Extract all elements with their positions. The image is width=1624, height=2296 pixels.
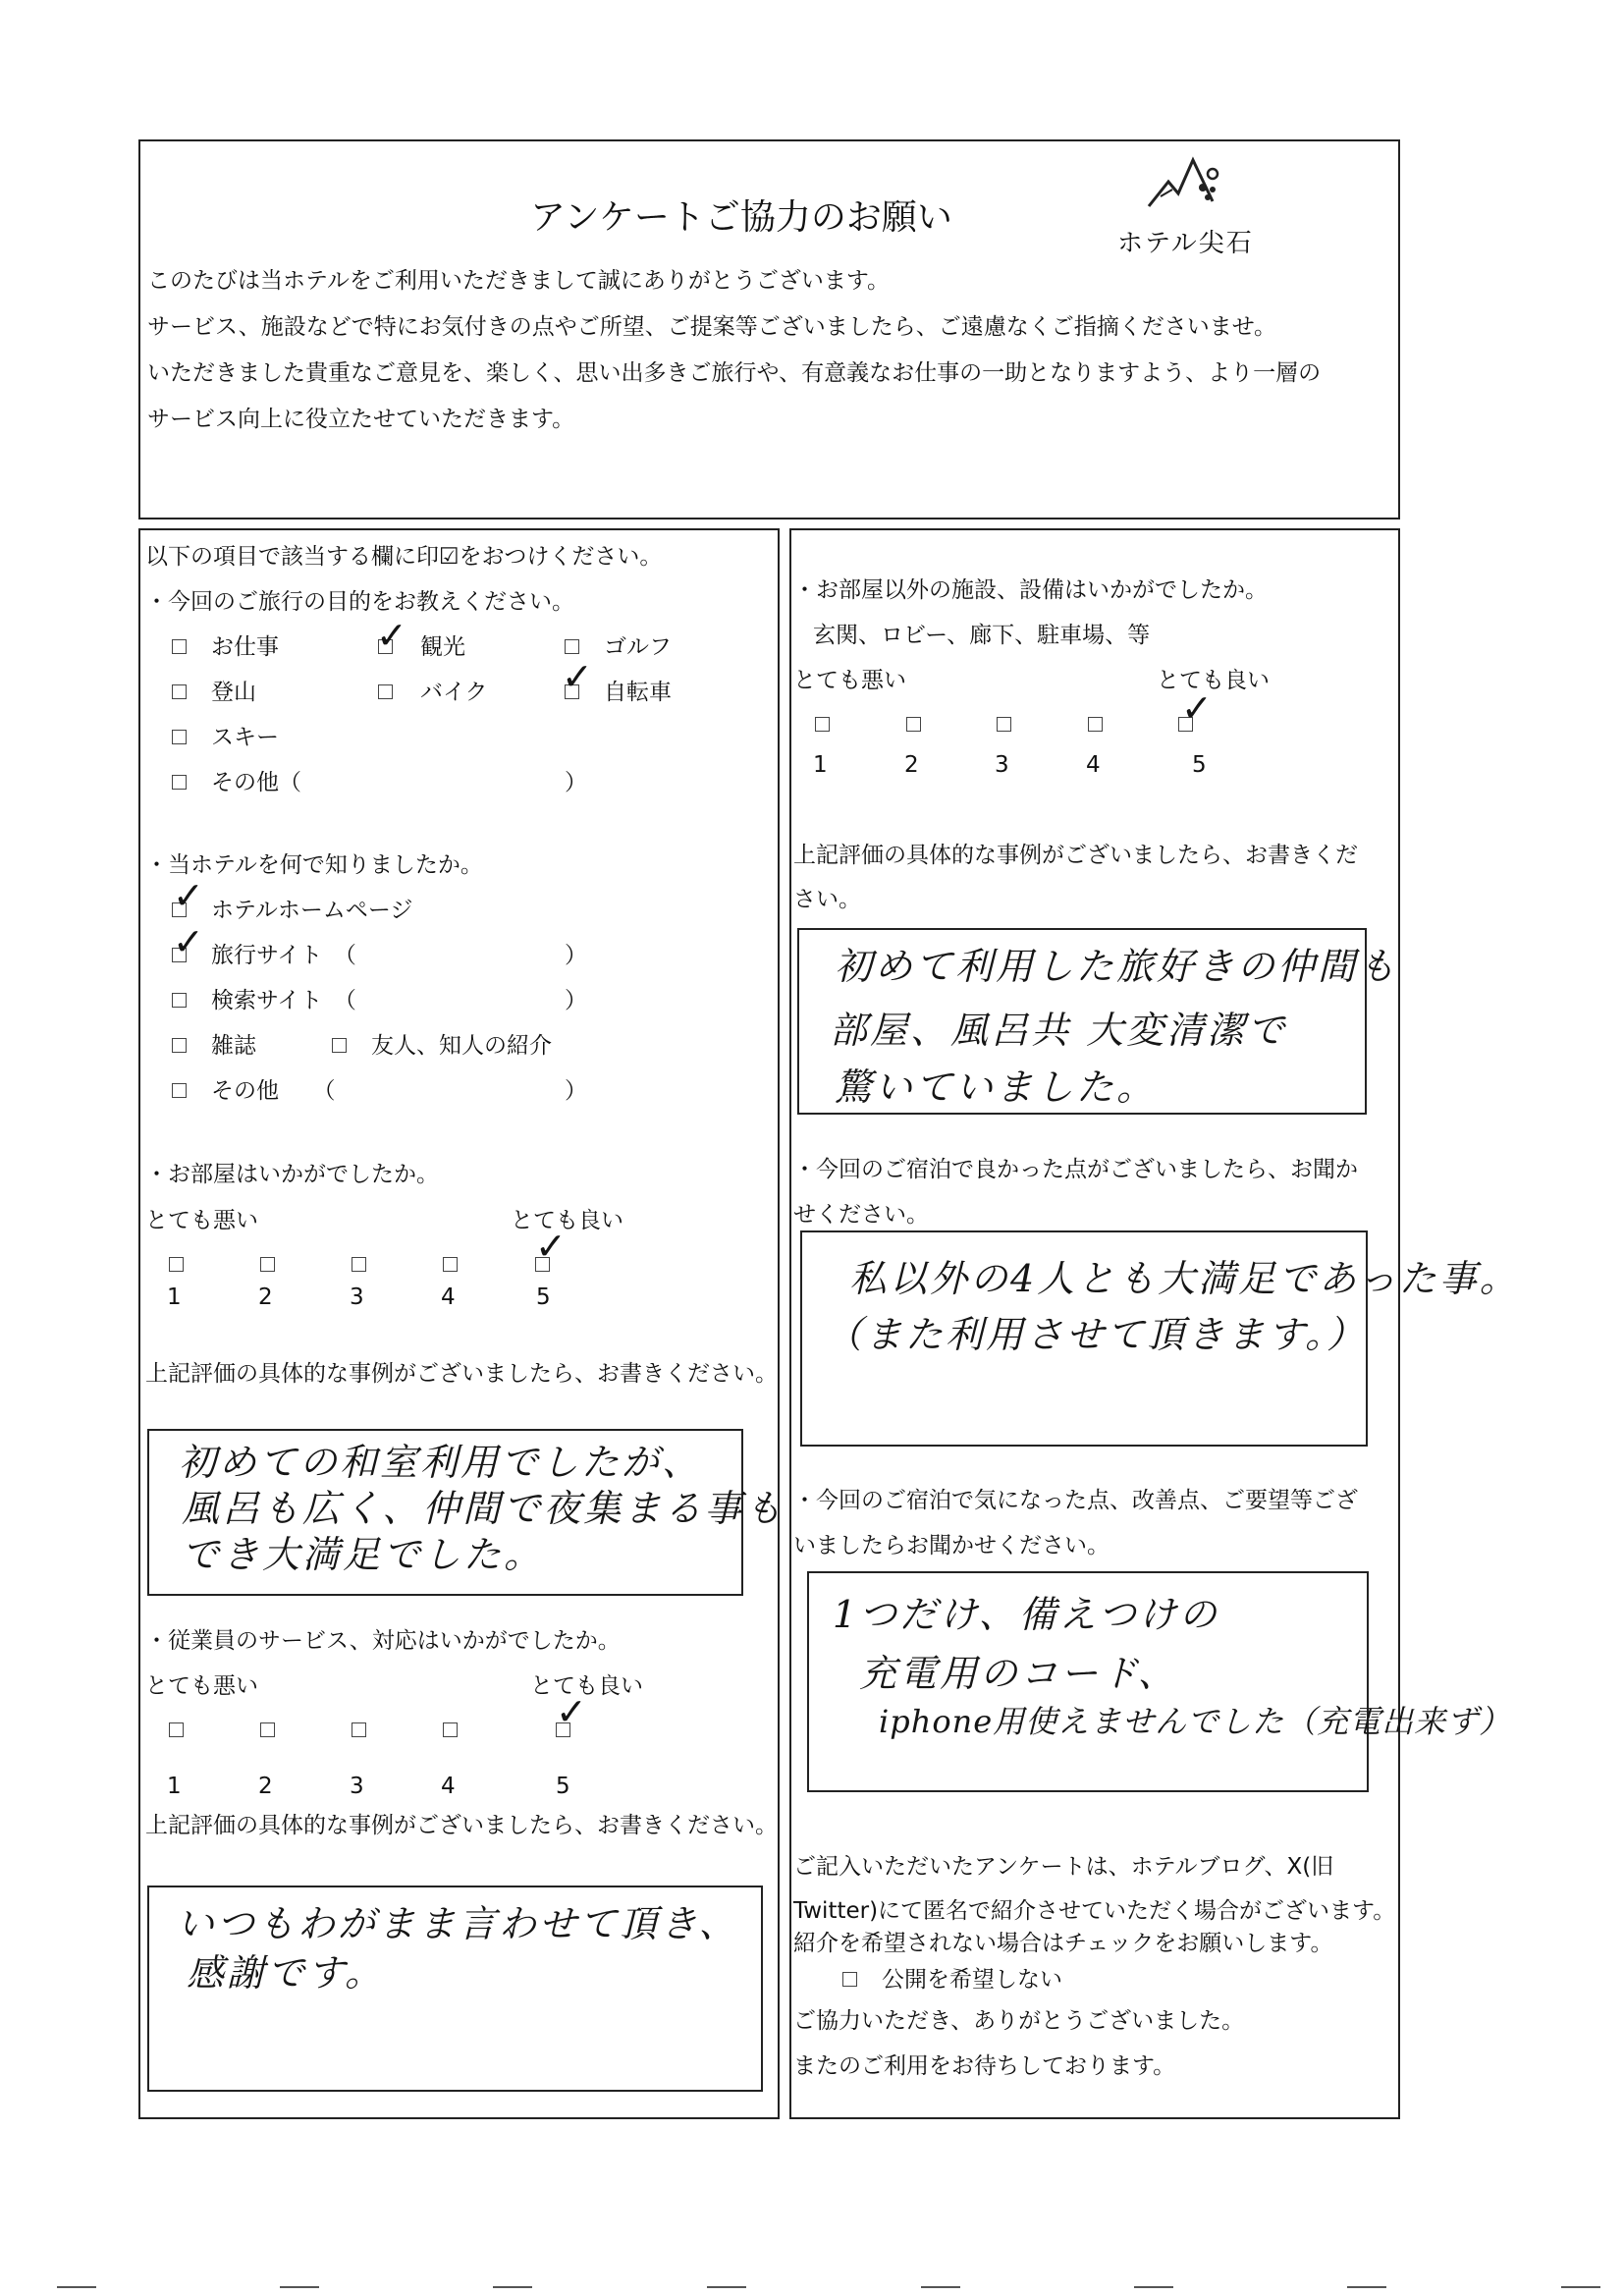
hotel-name: ホテル尖石 xyxy=(1117,229,1254,258)
option-work: お仕事 xyxy=(211,634,279,660)
checkbox-friend[interactable] xyxy=(332,1038,347,1053)
option-travel-site: 旅行サイト （ xyxy=(211,943,356,968)
staff-scale-4: 4 xyxy=(441,1774,456,1799)
checkbox-climbing[interactable] xyxy=(172,684,187,699)
checkbox-golf[interactable] xyxy=(565,639,579,654)
closing-thanks: ご協力いただき、ありがとうございました。 xyxy=(793,2008,1245,2034)
facility-rating-2[interactable] xyxy=(906,717,921,732)
closing-await: またのご利用をお待ちしております。 xyxy=(793,2053,1176,2079)
check-mark-icon: ✓ xyxy=(562,655,593,698)
facility-rating-4[interactable] xyxy=(1088,717,1103,732)
room-rating-2[interactable] xyxy=(260,1257,275,1272)
facility-question: ・お部屋以外の施設、設備はいかがでしたか。 xyxy=(793,577,1268,603)
facility-scale-2: 2 xyxy=(904,752,919,778)
facility-comment-prompt-2: さい。 xyxy=(793,887,861,912)
room-high-label: とても良い xyxy=(511,1208,623,1233)
improve-question-1: ・今回のご宿泊で気になった点、改善点、ご要望等ござ xyxy=(793,1488,1358,1513)
room-scale-3: 3 xyxy=(350,1285,364,1310)
facility-comment-line-1: 初めて利用した旅好きの仲間も xyxy=(835,945,1399,988)
intro-line-2: サービス、施設などで特にお気付きの点やご所望、ご提案等ございましたら、ご遠慮なくご指摘くださいませ。 xyxy=(147,314,1276,340)
staff-rating-2[interactable] xyxy=(260,1722,275,1737)
staff-comment-line-1: いつもわがまま言わせて頂き、 xyxy=(177,1902,739,1945)
check-mark-icon: ✓ xyxy=(556,1690,587,1733)
room-rating-1[interactable] xyxy=(169,1257,184,1272)
check-mark-icon: ✓ xyxy=(173,920,204,963)
scan-edge-mark xyxy=(493,2286,532,2288)
option-source-other: その他 （ xyxy=(211,1078,336,1104)
instruction-text: 以下の項目で該当する欄に印☑をおつけください。 xyxy=(145,544,663,570)
improve-comment-line-1: 1つだけ、備えつけの xyxy=(833,1593,1219,1636)
room-rating-3[interactable] xyxy=(352,1257,366,1272)
option-ski: スキー xyxy=(211,725,279,750)
intro-line-1: このたびは当ホテルをご利用いただきまして誠にありがとうございます。 xyxy=(147,268,891,294)
check-mark-icon: ✓ xyxy=(535,1225,567,1268)
scan-edge-mark xyxy=(921,2286,960,2288)
scan-edge-mark xyxy=(1134,2286,1173,2288)
room-low-label: とても悪い xyxy=(145,1208,258,1233)
option-golf: ゴルフ xyxy=(604,634,672,660)
room-question: ・お部屋はいかがでしたか。 xyxy=(145,1162,439,1187)
check-mark-icon: ✓ xyxy=(173,874,204,917)
checkbox-magazine[interactable] xyxy=(172,1038,187,1053)
option-bicycle: 自転車 xyxy=(604,680,672,705)
good-comment-line-1: 私以外の4人とも大満足であった事。 xyxy=(849,1257,1520,1300)
source-other-close: ） xyxy=(565,1078,587,1104)
facility-comment-prompt-1: 上記評価の具体的な事例がございましたら、お書きくだ xyxy=(793,843,1358,868)
facility-low-label: とても悪い xyxy=(793,668,906,693)
good-question-2: せください。 xyxy=(793,1202,929,1228)
checkbox-purpose-other[interactable] xyxy=(172,775,187,790)
staff-rating-3[interactable] xyxy=(352,1722,366,1737)
travel-site-close: ） xyxy=(565,943,587,968)
checkbox-search-site[interactable] xyxy=(172,993,187,1008)
checkbox-opt-out[interactable] xyxy=(842,1972,857,1987)
staff-high-label: とても良い xyxy=(530,1673,643,1699)
source-question: ・当ホテルを何で知りましたか。 xyxy=(145,852,483,878)
staff-low-label: とても悪い xyxy=(145,1673,258,1699)
staff-scale-2: 2 xyxy=(258,1774,273,1799)
staff-scale-1: 1 xyxy=(167,1774,182,1799)
scan-edge-mark xyxy=(1561,2286,1600,2288)
room-comment-line-3: でき大満足でした。 xyxy=(182,1533,545,1576)
staff-scale-3: 3 xyxy=(350,1774,364,1799)
staff-rating-4[interactable] xyxy=(443,1722,458,1737)
check-mark-icon: ✓ xyxy=(376,614,407,657)
room-scale-4: 4 xyxy=(441,1285,456,1310)
option-motorbike: バイク xyxy=(420,680,488,705)
checkbox-ski[interactable] xyxy=(172,730,187,744)
left-column xyxy=(138,528,780,2119)
room-comment-line-1: 初めての和室利用でしたが、 xyxy=(179,1441,703,1484)
page-title: アンケートご協力のお願い xyxy=(530,197,952,238)
scan-edge-mark xyxy=(1347,2286,1386,2288)
room-scale-5: 5 xyxy=(536,1285,551,1310)
option-purpose-other: その他（ xyxy=(211,770,301,795)
room-comment-line-2: 風呂も広く、仲間で夜集まる事も xyxy=(182,1487,785,1530)
facility-scale-4: 4 xyxy=(1086,752,1101,778)
intro-line-3: いただきました貴重なご意見を、楽しく、思い出多きご旅行や、有意義なお仕事の一助となりますよう、より一層の xyxy=(147,360,1322,386)
facility-comment-line-3: 驚いていました。 xyxy=(835,1066,1158,1109)
room-comment-prompt: 上記評価の具体的な事例がございましたら、お書きください。 xyxy=(145,1361,778,1387)
facility-scale-1: 1 xyxy=(813,752,828,778)
scan-edge-mark xyxy=(707,2286,746,2288)
closing-line-1: ご記入いただいたアンケートは、ホテルブログ、X(旧 xyxy=(793,1854,1334,1880)
facility-sub: 玄関、ロビー、廊下、駐車場、等 xyxy=(813,623,1151,648)
option-search-site: 検索サイト （ xyxy=(211,988,356,1013)
staff-comment-prompt: 上記評価の具体的な事例がございましたら、お書きください。 xyxy=(145,1813,778,1838)
intro-line-4: サービス向上に役立たせていただきます。 xyxy=(147,407,575,432)
room-rating-4[interactable] xyxy=(443,1257,458,1272)
closing-line-2: Twitter)にて匿名で紹介させていただく場合がございます。 xyxy=(793,1898,1396,1924)
checkbox-work[interactable] xyxy=(172,639,187,654)
improve-comment-line-2: 充電用のコード、 xyxy=(859,1652,1178,1695)
option-sightseeing: 観光 xyxy=(420,634,465,660)
option-friend: 友人、知人の紹介 xyxy=(371,1033,552,1059)
opt-out-label: 公開を希望しない xyxy=(882,1967,1062,1993)
staff-comment-line-2: 感謝です。 xyxy=(187,1951,385,1995)
room-scale-1: 1 xyxy=(167,1285,182,1310)
improve-question-2: いましたらお聞かせください。 xyxy=(793,1533,1110,1558)
facility-high-label: とても良い xyxy=(1157,668,1270,693)
facility-comment-line-2: 部屋、風呂共 大変清潔で xyxy=(830,1009,1288,1052)
closing-line-3: 紹介を希望されない場合はチェックをお願いします。 xyxy=(793,1931,1333,1956)
hotel-logo-icon xyxy=(1139,152,1237,221)
room-scale-2: 2 xyxy=(258,1285,273,1310)
check-mark-icon: ✓ xyxy=(1181,686,1213,730)
scan-edge-mark xyxy=(57,2286,96,2288)
scan-edge-mark xyxy=(280,2286,319,2288)
facility-scale-3: 3 xyxy=(995,752,1009,778)
option-magazine: 雑誌 xyxy=(211,1033,256,1059)
option-climbing: 登山 xyxy=(211,680,256,705)
option-hotel-website: ホテルホームページ xyxy=(211,898,413,923)
staff-rating-1[interactable] xyxy=(169,1722,184,1737)
purpose-question: ・今回のご旅行の目的をお教えください。 xyxy=(145,589,574,615)
good-comment-line-2: （また利用させて頂きます。） xyxy=(825,1313,1367,1356)
good-question-1: ・今回のご宿泊で良かった点がございましたら、お聞か xyxy=(793,1157,1358,1182)
staff-scale-5: 5 xyxy=(556,1774,570,1799)
search-site-close: ） xyxy=(565,988,587,1013)
staff-question: ・従業員のサービス、対応はいかがでしたか。 xyxy=(145,1628,621,1654)
facility-rating-3[interactable] xyxy=(997,717,1011,732)
checkbox-source-other[interactable] xyxy=(172,1083,187,1098)
purpose-other-close: ） xyxy=(565,770,587,795)
improve-comment-line-3: iphone用使えませんでした（充電出来ず） xyxy=(879,1703,1512,1740)
checkbox-motorbike[interactable] xyxy=(378,684,393,699)
facility-rating-1[interactable] xyxy=(815,717,830,732)
facility-scale-5: 5 xyxy=(1192,752,1207,778)
